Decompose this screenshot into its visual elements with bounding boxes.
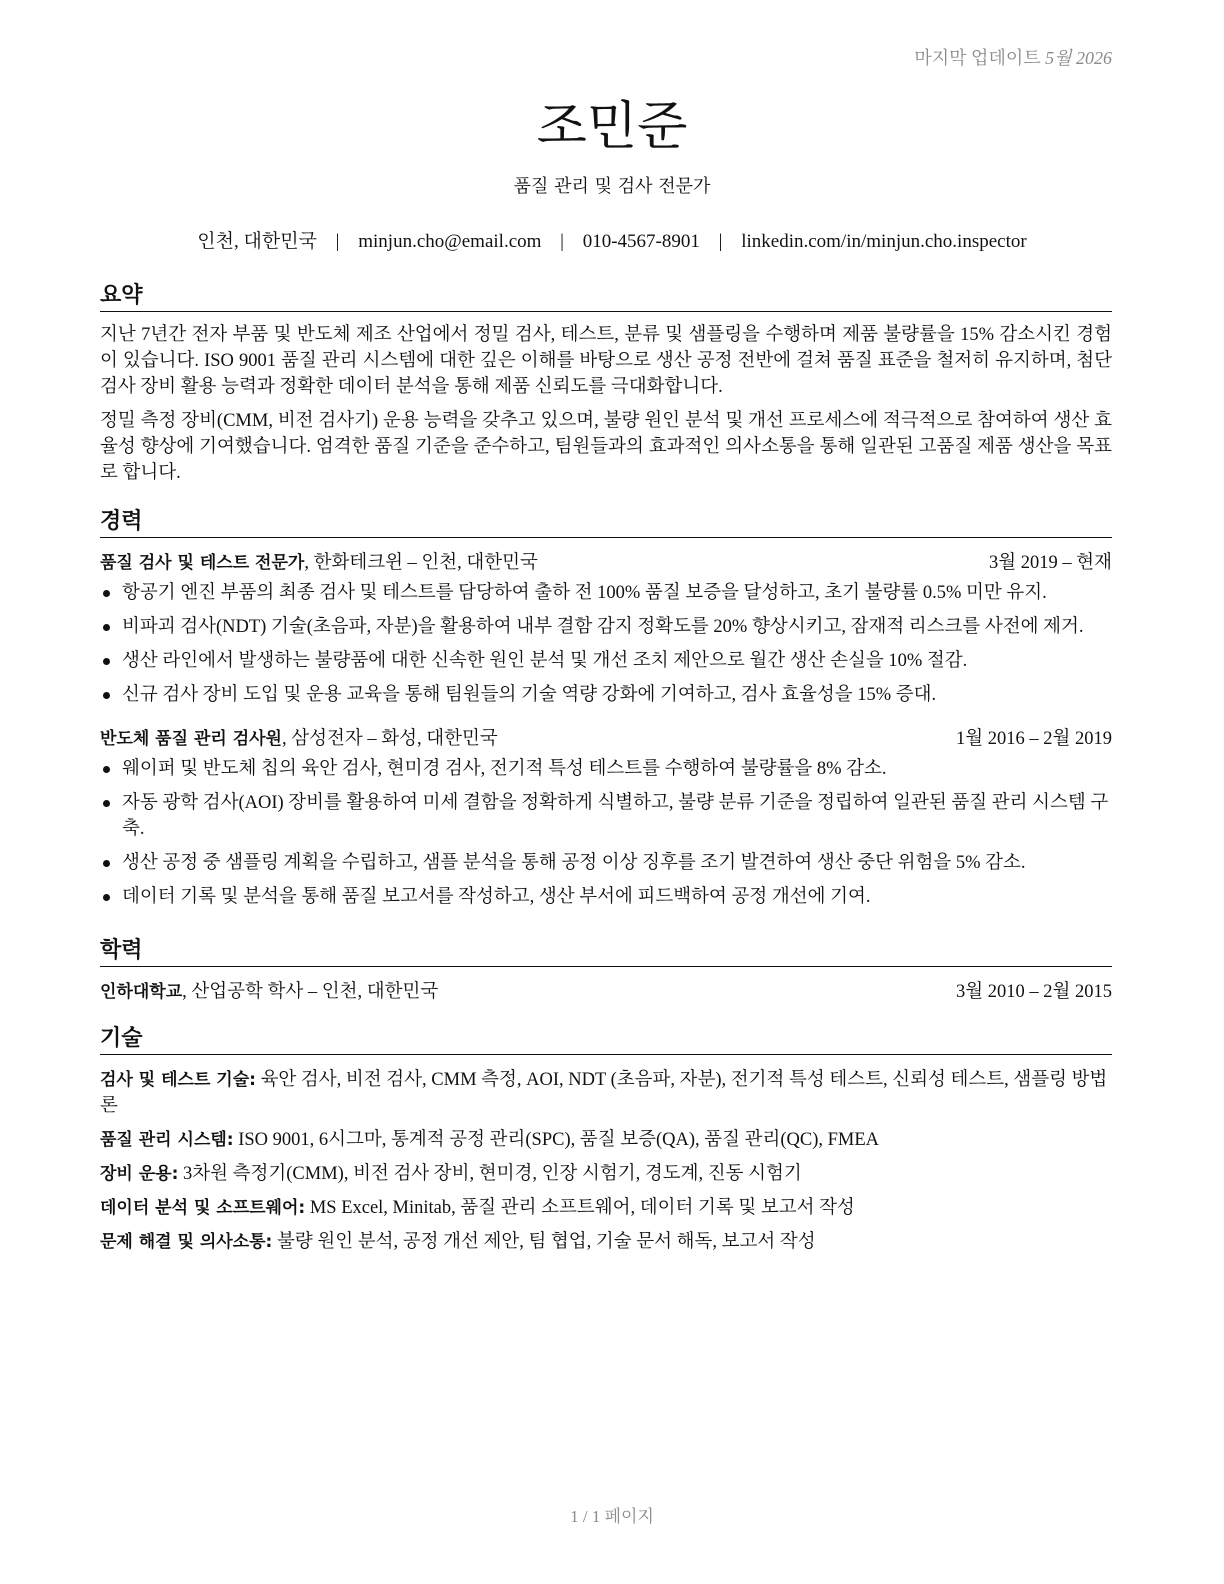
list-item: 비파괴 검사(NDT) 기술(초음파, 자분)을 활용하여 내부 결함 감지 정확도를 20% 향상시키고, 잠재적 리스크를 사전에 제거. [122,614,1112,640]
job-header [100,550,1112,576]
list-item: 생산 공정 중 샘플링 계획을 수립하고, 샘플 분석을 통해 공정 이상 징후를 조기 발견하여 생산 중단 위험을 5% 감소. [122,850,1112,876]
experience-section [100,504,1112,918]
contact-line [0,226,1224,253]
degree-detail: , 산업공학 학사 – 인천, 대한민국 [182,982,439,1002]
job-header [100,726,1112,752]
contact-separator: | [335,231,340,252]
job-org: , 삼성전자 – 화성, 대한민국 [281,729,498,749]
job-entry [100,550,1112,708]
summary-section [100,278,1112,486]
skill-value: ISO 9001, 6시그마, 통계적 공정 관리(SPC), 품질 보증(QA), 품질 관리(QC), FMEA [233,1130,880,1150]
skill-value: 육안 검사, 비전 검사, CMM 측정, AOI, NDT (초음파, 자분), 전기적 특성 테스트, 신뢰성 테스트, 샘플링 방법론 [100,1070,1108,1116]
last-updated-date: 5월 2026 [1045,48,1112,68]
skill-row [100,1127,1112,1153]
experience-heading: 경력 [100,504,1112,538]
summary-heading: 요약 [100,278,1112,312]
last-updated [914,44,1112,70]
job-title: 반도체 품질 관리 검사원 [100,729,282,749]
summary-paragraph: 지난 7년간 전자 부품 및 반도체 제조 산업에서 정밀 검사, 테스트, 분류 및 샘플링을 수행하며 제품 불량률을 15% 감소시킨 경험이 있습니다. ISO 9001 품질 관리 시스템에 대한 깊은 이해를 바탕으로 생산 공정 전반에 걸쳐 품질 표준을 철저히 유지하며, 첨단 검사 장비 활용 능력과 정확한 데이터 분석을 통해 제품 신뢰도를 극대화합니다. [100,325,1112,397]
job-bullets [100,580,1112,708]
skill-label: 문제 해결 및 의사소통: [100,1232,273,1252]
contact-location: 인천, 대한민국 [197,231,317,252]
contact-separator: | [560,231,564,252]
skill-value: 불량 원인 분석, 공정 개선 제안, 팀 협업, 기술 문서 해독, 보고서 작성 [272,1232,816,1252]
skills-list [100,1067,1112,1255]
list-item: 항공기 엔진 부품의 최종 검사 및 테스트를 담당하여 출하 전 100% 품질 보증을 달성하고, 초기 불량률 0.5% 미만 유지. [122,580,1112,606]
skills-heading: 기술 [100,1021,1112,1055]
job-title: 품질 관리 및 검사 전문가 [513,176,711,197]
skills-section [100,1021,1112,1263]
skill-label: 품질 관리 시스템: [100,1130,234,1150]
skill-value: MS Excel, Minitab, 품질 관리 소프트웨어, 데이터 기록 및 보고서 작성 [305,1198,855,1218]
job-bullets [100,756,1112,910]
education-dates: 3월 2010 – 2월 2015 [956,982,1112,1002]
list-item: 웨이퍼 및 반도체 칩의 육안 검사, 현미경 검사, 전기적 특성 테스트를 수행하여 불량률을 8% 감소. [122,756,1112,782]
skill-row [100,1161,1112,1187]
job-dates: 3월 2019 – 현재 [989,553,1112,573]
job-org: , 한화테크윈 – 인천, 대한민국 [304,553,538,573]
skill-label: 검사 및 테스트 기술: [100,1070,256,1090]
education-heading: 학력 [100,933,1112,967]
job-dates: 1월 2016 – 2월 2019 [956,729,1112,749]
job-entry [100,726,1112,910]
list-item: 생산 라인에서 발생하는 불량품에 대한 신속한 원인 분석 및 개선 조치 제안으로 월간 생산 손실을 10% 절감. [122,648,1112,674]
list-item: 신규 검사 장비 도입 및 운용 교육을 통해 팀원들의 기술 역량 강화에 기여하고, 검사 효율성을 15% 증대. [122,682,1112,708]
skill-value: 3차원 측정기(CMM), 비전 검사 장비, 현미경, 인장 시험기, 경도계, 진동 시험기 [178,1164,802,1184]
skill-row [100,1195,1112,1221]
skill-label: 데이터 분석 및 소프트웨어: [100,1198,306,1218]
contact-linkedin[interactable]: linkedin.com/in/minjun.cho.inspector [741,231,1027,252]
skill-label: 장비 운용: [100,1164,179,1184]
school-name: 인하대학교 [100,982,183,1002]
candidate-name: 조민준 [536,97,688,157]
job-title: 품질 검사 및 테스트 전문가 [100,553,305,573]
contact-email[interactable]: minjun.cho@email.com [358,231,542,252]
last-updated-label: 마지막 업데이트 [914,48,1041,68]
contact-separator: | [718,231,723,252]
list-item: 자동 광학 검사(AOI) 장비를 활용하여 미세 결함을 정확하게 식별하고, 불량 분류 기준을 정립하여 일관된 품질 관리 시스템 구축. [122,790,1112,842]
list-item: 데이터 기록 및 분석을 통해 품질 보고서를 작성하고, 생산 부서에 피드백하여 공정 개선에 기여. [122,884,1112,910]
skill-row [100,1067,1112,1119]
contact-phone[interactable]: 010-4567-8901 [582,231,700,252]
education-section [100,933,1112,1005]
page-number: 1 / 1 페이지 [570,1507,654,1526]
skill-row [100,1229,1112,1255]
education-entry [100,979,1112,1005]
summary-paragraph: 정밀 측정 장비(CMM, 비전 검사기) 운용 능력을 갖추고 있으며, 불량 원인 분석 및 개선 프로세스에 적극적으로 참여하여 생산 효율성 향상에 기여했습니다. 엄격한 품질 기준을 준수하고, 팀원들과의 효과적인 의사소통을 통해 일관된 고품질 제품 생산을 목표로 합니다. [100,411,1112,483]
